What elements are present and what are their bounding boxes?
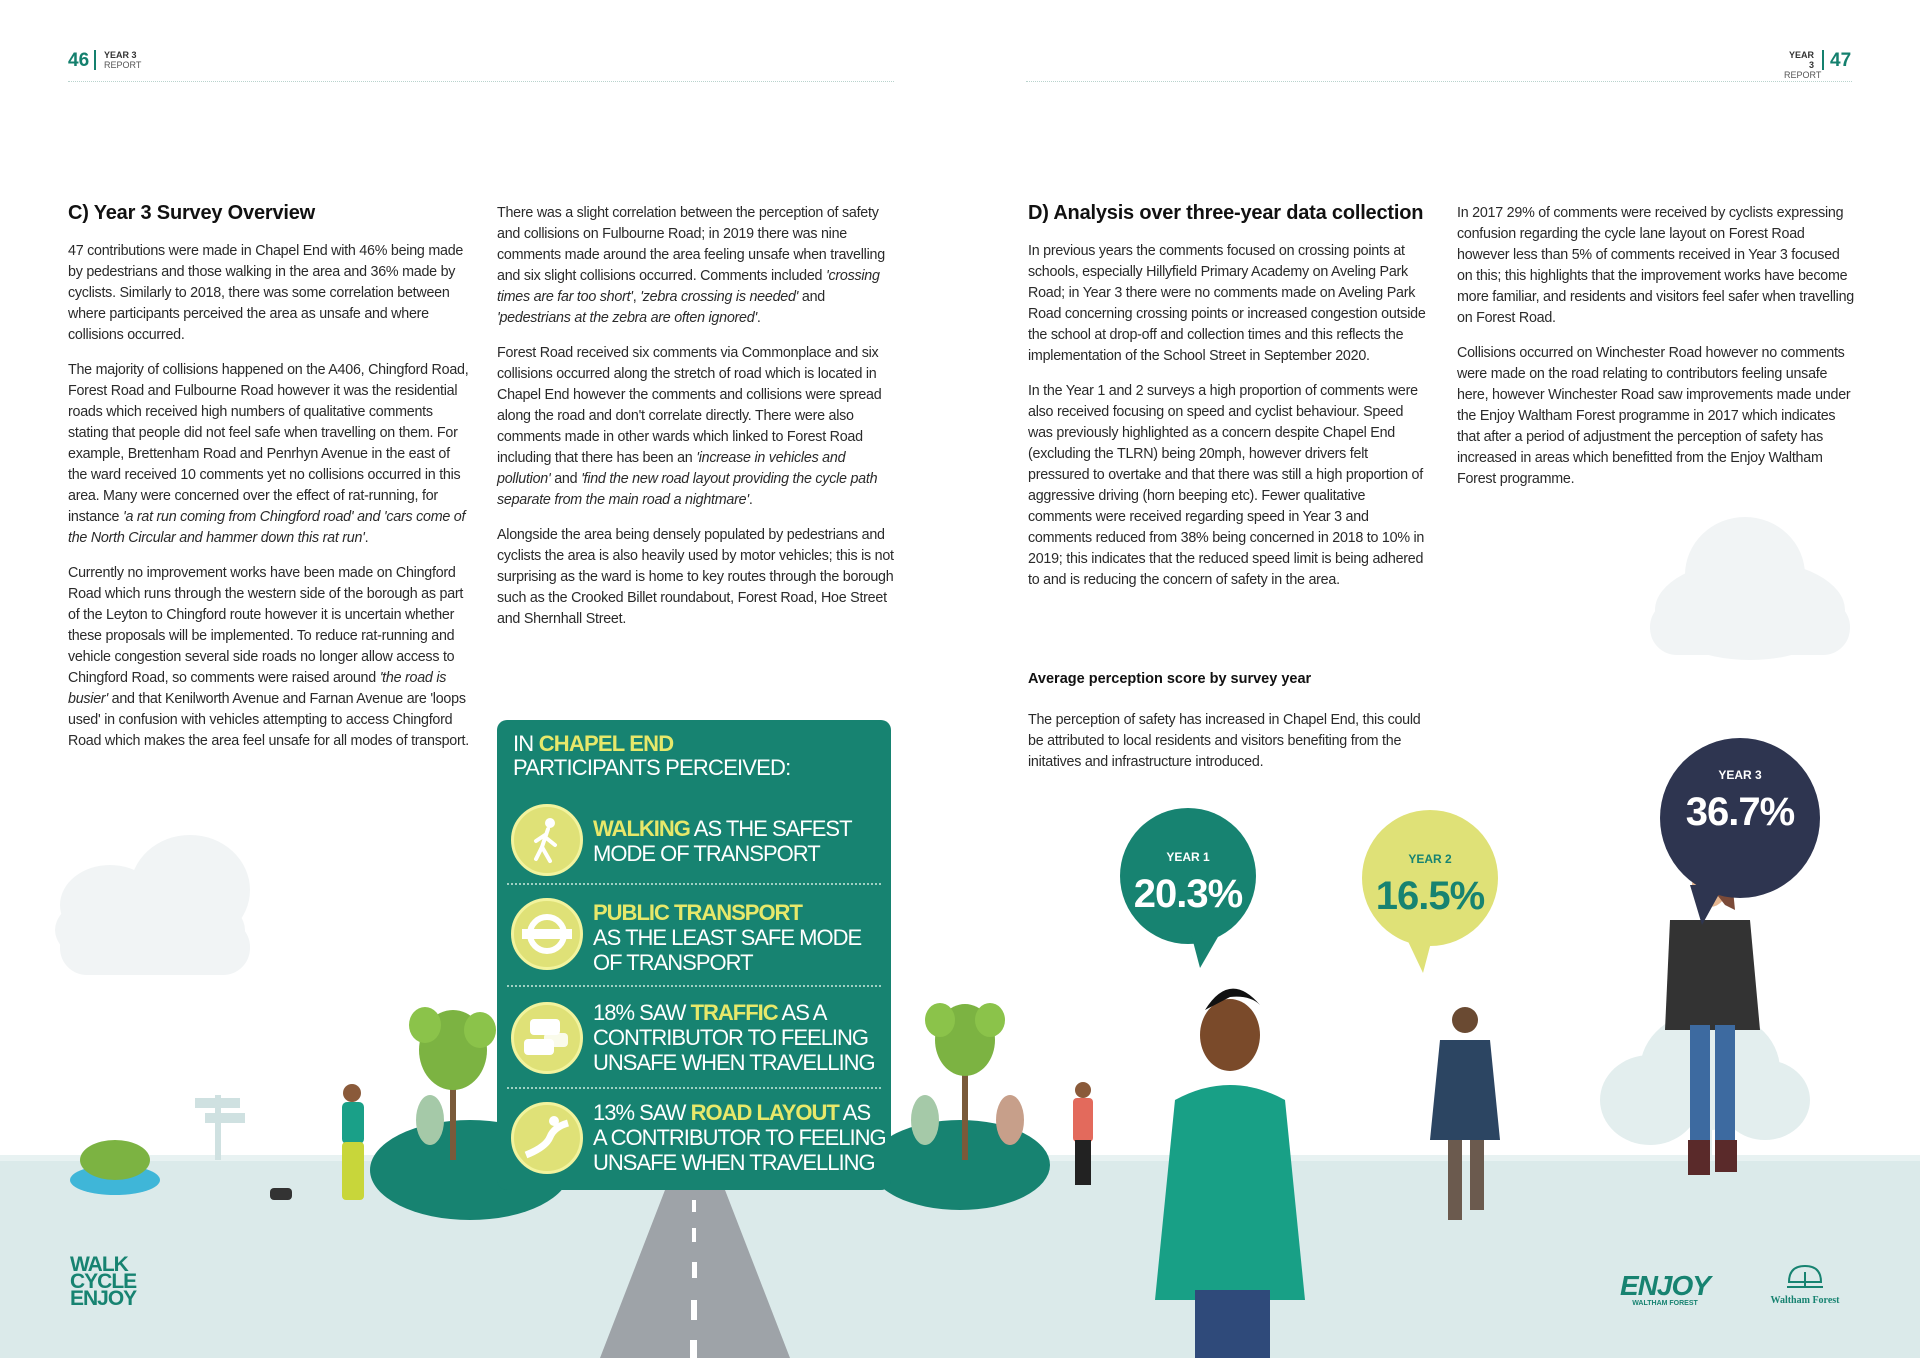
road-layout-icon: [511, 1102, 583, 1174]
right-column-1: [1028, 241, 1428, 605]
chart-description: The perception of safety has increased in Chapel End, this could be attributed to local residents and visitors benefiting from the initatives and infrastructure introduced.: [1028, 712, 1421, 770]
paragraph: In 2017 29% of comments were received by cyclists expressing confusion regarding the cycle lane layout on Forest Road however less than 5% of comments received in Year 3 focused on this; this highlights that the improvement works have become more familiar, and residents and visitors feel safer when travelling on Forest Road.: [1457, 205, 1855, 326]
right-column-2: [1457, 203, 1857, 504]
bubble-label: YEAR 2: [1408, 852, 1452, 866]
walk-cycle-enjoy-logo: WALK CYCLE ENJOY: [70, 1253, 137, 1310]
left-year-label: YEAR 3 REPORT: [104, 50, 142, 70]
chart-subheading: Average perception score by survey year: [1028, 671, 1312, 687]
right-page-number: 47: [1830, 50, 1852, 71]
bubble-tail: [1690, 885, 1724, 925]
left-page-number: 46: [68, 50, 90, 71]
paragraph: Alongside the area being densely populated by pedestrians and cyclists the area is also heavily used by motor vehicles; this is not surprising as the ward is home to key routes through the borough such as the Crooked Billet roundabout, Forest Road, Hoe Street and Shernhall Street.: [497, 527, 894, 627]
bubble-tail: [1190, 930, 1222, 968]
paragraph: In previous years the comments focused on crossing points at schools, especially Hillyfield Primary Academy on Aveling Park Road; in Year 3 there were no comments made on Aveling Park Road concerning crossing points or increased congestion outside the school at drop-off and collection times and this reflects the implementation of the School Street in September 2020.: [1028, 243, 1426, 364]
infobox-separator: [507, 1087, 881, 1089]
infobox-row-road-layout: 13% SAW ROAD LAYOUT AS A CONTRIBUTOR TO FEELING UNSAFE WHEN TRAVELLING: [497, 1092, 891, 1187]
bubble-label: YEAR 1: [1166, 850, 1210, 864]
year-1-bubble: [1120, 808, 1256, 944]
tree-icon: [1785, 1262, 1825, 1290]
year-3-bubble: [1660, 738, 1820, 898]
year-2-bubble: [1362, 810, 1498, 946]
paragraph: Forest Road received six comments via Commonplace and six collisions occurred along the stretch of road which is located in Chapel End however the comments and collisions were spread along the road and don't correlate directly. There were also comments made in other wards which linked to Forest Road including that there has been an 'increase in vehicles and pollution' and 'find the new road layout providing the cycle path separate from the main road a nightmare'.: [497, 345, 882, 508]
walking-person-icon: [511, 804, 583, 876]
paragraph: In the Year 1 and 2 surveys a high proportion of comments were also received focusing on speed and cyclist behaviour. Speed was previously highlighted as a concern despite Chapel End (excluding the TLRN) being 20mph, however drivers felt pressured to overtake and that there was still a high proportion of aggressive driving (horn beeping etc). Fewer qualitative comments were received regarding speed in Year 3 and comments reduced from 38% being concerned in 2018 to 10% in 2019; this indicates that the reduced speed limit is being adhered to and is reducing the concern of safety in the area.: [1028, 383, 1425, 588]
bubble-tail: [1405, 935, 1433, 973]
paragraph: Collisions occurred on Winchester Road however no comments were made on the road relating to contributors feeling unsafe here, however Winchester Road saw improvements made under the Enjoy Waltham Forest programme in 2017 which indicates that after a period of adjustment the perception of safety has increased in areas which benefitted from the Enjoy Waltham Forest programme.: [1457, 345, 1851, 487]
left-column-1: [68, 241, 470, 766]
chapel-end-infobox: [497, 720, 891, 1190]
bubble-value: 20.3%: [1133, 872, 1243, 916]
roundel-icon: [511, 898, 583, 970]
infobox-heading: IN CHAPEL END PARTICIPANTS PERCEIVED:: [513, 731, 791, 780]
left-column-2: [497, 203, 895, 644]
left-section-heading: C) Year 3 Survey Overview: [68, 202, 316, 224]
infobox-row-traffic: 18% SAW TRAFFIC AS A CONTRIBUTOR TO FEELING UNSAFE WHEN TRAVELLING: [497, 990, 891, 1090]
waltham-forest-logo: Waltham Forest: [1755, 1262, 1855, 1306]
person-icon: [1073, 1082, 1093, 1185]
cloud-icon: [55, 835, 250, 975]
infobox-row-walking: WALKING AS THE SAFEST MODE OF TRANSPORT: [497, 798, 891, 888]
paragraph: 47 contributions were made in Chapel End with 46% being made by pedestrians and those walking in the area and 36% made by cyclists. Similarly to 2018, there was some correlation between where participants perceived the area as unsafe and where collisions occurred.: [68, 243, 464, 343]
infobox-row-public-transport: PUBLIC TRANSPORT AS THE LEAST SAFE MODE OF TRANSPORT: [497, 890, 891, 985]
infobox-separator: [507, 985, 881, 987]
infobox-separator: [507, 883, 881, 885]
right-section-heading: D) Analysis over three-year data collection: [1028, 202, 1424, 224]
paragraph: There was a slight correlation between the perception of safety and collisions on Fulbourne Road; in 2019 there was nine comments made around the area feeling unsafe when travelling and six slight collisions occurred. Comments included 'crossing times are far too short', 'zebra crossing is needed' and 'pedestrians at the zebra are often ignored'.: [497, 205, 885, 326]
right-year-label: YEAR 3 REPORT: [1784, 50, 1822, 80]
paragraph: Currently no improvement works have been made on Chingford Road which runs through the western side of the borough as part of the Leyton to Chingford route however it is uncertain whether these proposals will be implemented. To reduce rat-running and vehicle congestion several side roads no longer allow access to Chingford Road, so comments were raised around 'the road is busier' and that Kenilworth Avenue and Farnan Avenue are 'loops used' in confusion with vehicles attempting to access Chingford Road which makes the area feel unsafe for all modes of transport.: [68, 565, 469, 749]
bubble-value: 16.5%: [1375, 874, 1485, 918]
bubble-value: 36.7%: [1685, 790, 1795, 834]
traffic-cars-icon: [511, 1002, 583, 1074]
enjoy-waltham-forest-logo: ENJOY WALTHAM FOREST: [1620, 1270, 1710, 1307]
signpost-icon: [195, 1095, 245, 1160]
paragraph: The majority of collisions happened on the A406, Chingford Road, Forest Road and Fulbourne Road however it was the residential roads which received high numbers of qualitative comments stating that people did not feel safe when travelling on them. For example, Brettenham Road and Penrhyn Avenue in the east of the ward received 10 comments yet no collisions occurred in this area. Many were concerned over the effect of rat-running, for instance 'a rat run coming from Chingford road' and 'cars come of the North Circular and hammer down this rat run'.: [68, 362, 469, 546]
bubble-label: YEAR 3: [1718, 768, 1762, 782]
cloud-icon: [1650, 517, 1850, 660]
